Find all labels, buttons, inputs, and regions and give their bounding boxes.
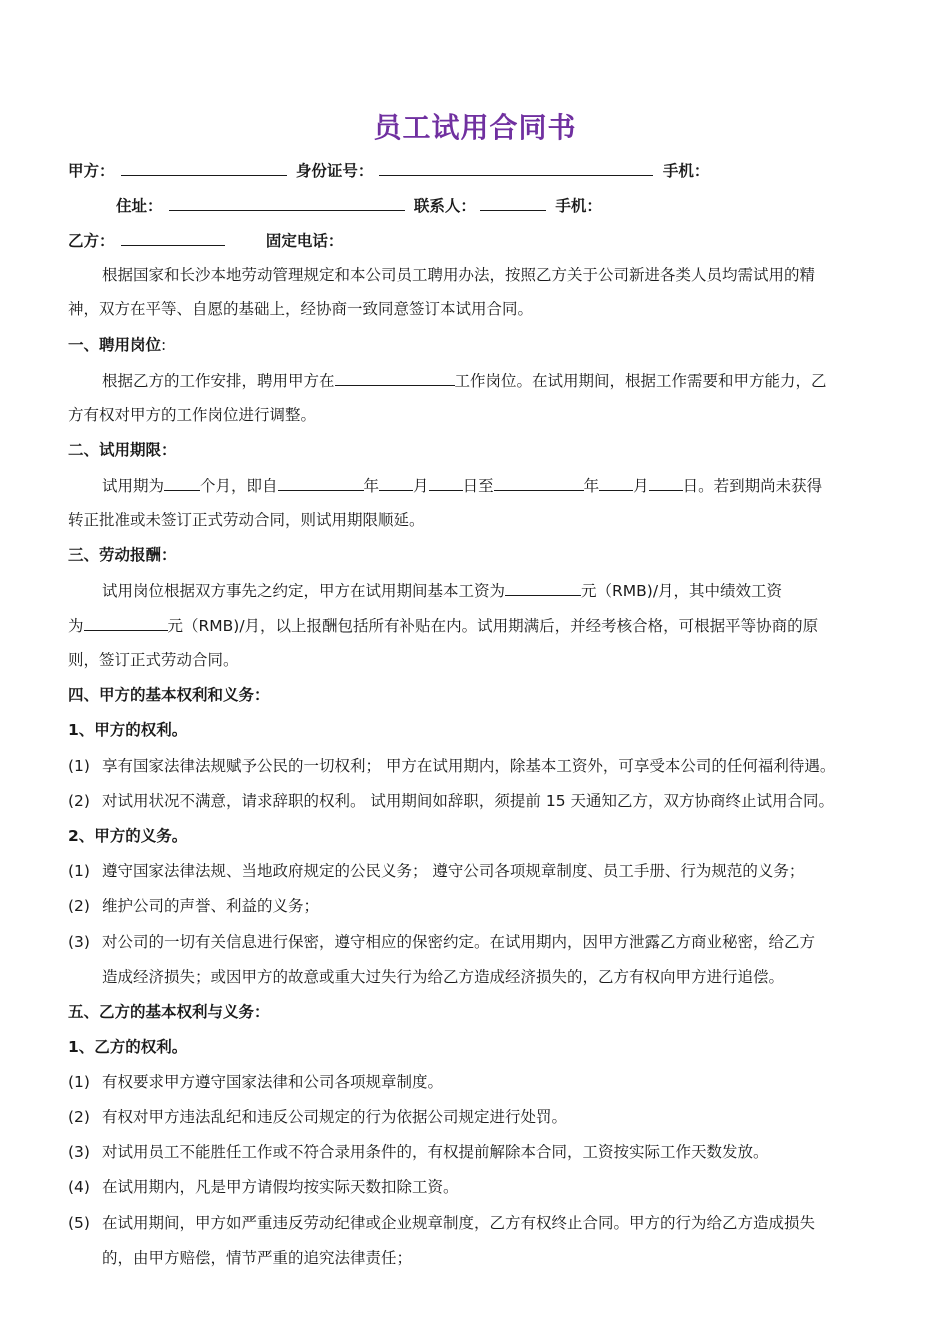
list-item-continuation: 的，由甲方赔偿，情节严重的追究法律责任； — [102, 1249, 413, 1267]
salary-text-b: 元（RMB)/月，其中绩效工资 — [581, 582, 783, 600]
months-blank[interactable] — [164, 474, 200, 491]
id-number-blank[interactable] — [379, 159, 653, 176]
party-a-label: 甲方： — [68, 162, 115, 180]
salary-text-c: 为 — [68, 617, 84, 635]
list-item — [68, 895, 319, 917]
item-number: (1) — [68, 757, 90, 775]
party-b-rights-heading: 1、乙方的权利。 — [68, 1038, 188, 1056]
party-b-blank[interactable] — [121, 229, 225, 246]
list-item — [68, 755, 835, 777]
trial-text-3: 年 — [363, 477, 380, 495]
salary-text-a: 试用岗位根据双方事先之约定，甲方在试用期间基本工资为 — [102, 582, 506, 600]
party-a-blank[interactable] — [121, 159, 287, 176]
base-salary-blank[interactable] — [505, 579, 581, 596]
item-number: (5) — [68, 1214, 90, 1232]
item-text: 享有国家法律法规赋予公民的一切权利； 甲方在试用期内，除基本工资外，可享受本公司的任何福利待遇。 — [102, 757, 836, 775]
party-b-row — [68, 229, 343, 252]
phone-label: 手机： — [662, 162, 710, 180]
start-year-blank[interactable] — [278, 474, 364, 491]
item-text: 在试用期内，凡是甲方请假均按实际天数扣除工资。 — [102, 1178, 459, 1196]
start-day-blank[interactable] — [429, 474, 463, 491]
list-item — [68, 931, 815, 953]
section-2-para-1 — [102, 474, 822, 497]
section-3-line-1 — [102, 579, 782, 602]
phone-label-2: 手机： — [555, 197, 602, 215]
party-a-duties-heading: 2、甲方的义务。 — [68, 827, 188, 845]
list-item — [68, 1212, 815, 1234]
address-label: 住址： — [116, 197, 163, 215]
end-year-blank[interactable] — [494, 474, 584, 491]
item-text: 对公司的一切有关信息进行保密，遵守相应的保密约定。在试用期内，因甲方泄露乙方商业秘密，给乙方 — [102, 933, 816, 951]
end-month-blank[interactable] — [599, 474, 633, 491]
party-b-label: 乙方： — [68, 232, 115, 250]
trial-text-7: 月 — [633, 477, 649, 495]
section-1-title: 一、聘用岗位 — [68, 336, 162, 354]
list-item — [68, 1106, 567, 1128]
trial-text-8: 日。若到期尚未获得 — [682, 477, 823, 495]
intro-line-1: 根据国家和长沙本地劳动管理规定和本公司员工聘用办法，按照乙方关于公司新进各类人员均需试用的精 — [102, 266, 816, 284]
list-item — [68, 1071, 443, 1093]
position-blank[interactable] — [335, 369, 455, 386]
trial-text-1: 试用期为 — [102, 477, 165, 495]
item-number: (1) — [68, 1073, 90, 1091]
list-item — [68, 790, 834, 812]
fixed-tel-label: 固定电话： — [265, 232, 344, 250]
item-number: (2) — [68, 1108, 90, 1126]
item-text: 有权对甲方违法乱纪和违反公司规定的行为依据公司规定进行处罚。 — [102, 1108, 568, 1126]
trial-text-5: 日至 — [462, 477, 494, 495]
list-item-continuation: 造成经济损失；或因甲方的故意或重大过失行为给乙方造成经济损失的，乙方有权向甲方进行追偿。 — [102, 968, 785, 986]
section-5-heading: 五、乙方的基本权利与义务： — [68, 1003, 270, 1021]
section-1-para-2: 方有权对甲方的工作岗位进行调整。 — [68, 406, 317, 424]
item-number: (2) — [68, 897, 90, 915]
item-text: 有权要求甲方遵守国家法律和公司各项规章制度。 — [102, 1073, 444, 1091]
section-1-text-b: 工作岗位。在试用期间，根据工作需要和甲方能力，乙 — [454, 372, 827, 390]
address-blank[interactable] — [169, 194, 405, 211]
item-text: 遵守国家法律法规、当地政府规定的公民义务； 遵守公司各项规章制度、员工手册、行为规范的义务； — [102, 862, 805, 880]
party-a-row — [68, 159, 709, 182]
item-text: 对试用员工不能胜任工作或不符合录用条件的，有权提前解除本合同，工资按实际工作天数发放。 — [102, 1143, 769, 1161]
page-title: 员工试用合同书 — [373, 111, 577, 144]
item-number: (2) — [68, 792, 90, 810]
item-number: (3) — [68, 1143, 90, 1161]
section-3-line-3: 则，签订正式劳动合同。 — [68, 651, 239, 669]
item-number: (3) — [68, 933, 90, 951]
section-1-heading — [68, 334, 166, 356]
intro-line-2: 神，双方在平等、自愿的基础上，经协商一致同意签订本试用合同。 — [68, 300, 534, 318]
section-3-heading: 三、劳动报酬： — [68, 546, 177, 564]
salary-text-d: 元（RMB)/月，以上报酬包括所有补贴在内。试用期满后，并经考核合格，可根据平等协商的原 — [167, 617, 819, 635]
section-1-para-1 — [102, 369, 827, 392]
item-number: (4) — [68, 1178, 90, 1196]
section-2-heading: 二、试用期限： — [68, 441, 177, 459]
start-month-blank[interactable] — [379, 474, 413, 491]
section-1-colon: : — [161, 336, 167, 354]
item-text: 在试用期间，甲方如严重违反劳动纪律或企业规章制度，乙方有权终止合同。甲方的行为给乙方造成损失 — [102, 1214, 816, 1232]
section-2-para-2: 转正批准或未签订正式劳动合同，则试用期限顺延。 — [68, 511, 425, 529]
contact-blank[interactable] — [480, 194, 546, 211]
item-text: 对试用状况不满意，请求辞职的权利。 试用期间如辞职，须提前 15 天通知乙方，双方协商终止试用合同。 — [102, 792, 835, 810]
trial-text-6: 年 — [583, 477, 600, 495]
item-text: 维护公司的声誉、利益的义务； — [102, 897, 320, 915]
section-1-text-a: 根据乙方的工作安排，聘用甲方在 — [102, 372, 335, 390]
list-item — [68, 860, 804, 882]
list-item — [68, 1176, 459, 1198]
end-day-blank[interactable] — [649, 474, 683, 491]
party-a-rights-heading: 1、甲方的权利。 — [68, 721, 188, 739]
contact-label: 联系人： — [413, 197, 476, 215]
address-row — [116, 194, 602, 217]
performance-salary-blank[interactable] — [84, 614, 168, 631]
section-4-heading: 四、甲方的基本权利和义务： — [68, 686, 270, 704]
section-3-line-2 — [68, 614, 818, 637]
id-number-label: 身份证号： — [295, 162, 374, 180]
trial-text-2: 个月，即自 — [200, 477, 278, 495]
item-number: (1) — [68, 862, 90, 880]
list-item — [68, 1141, 769, 1163]
trial-text-4: 月 — [413, 477, 429, 495]
